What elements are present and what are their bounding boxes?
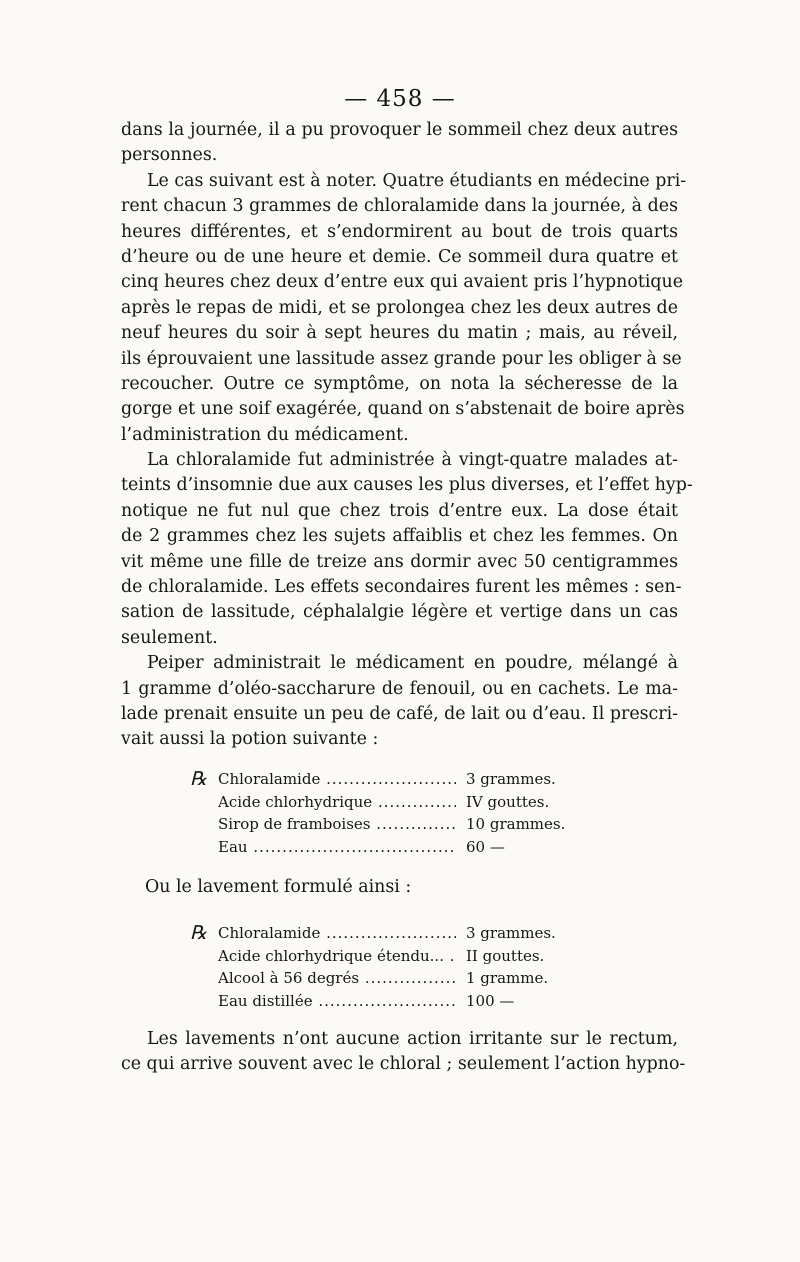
quantity: II gouttes. [466, 946, 545, 965]
prescription-row [190, 768, 590, 791]
ingredient: Acide chlorhydrique étendu... ..... [218, 945, 456, 968]
ingredient: Alcool à 56 degrés ..... [218, 967, 456, 990]
text-line: de 2 grammes chez les sujets affaiblis et chez les femmes. On [121, 526, 678, 547]
prescription-row [190, 791, 590, 814]
text-line: l’administration du médicament. [121, 424, 409, 445]
text-line: 1 gramme d’oléo-saccharure de fenouil, ou en cachets. Le ma- [121, 678, 678, 699]
quantity: 10 grammes. [466, 815, 566, 833]
quantity: IV gouttes. [466, 792, 550, 811]
prescription-row [190, 990, 590, 1013]
ingredient: Chloralamide ..... [218, 768, 456, 791]
quantity: 3 grammes. [466, 770, 556, 788]
text-line: Le cas suivant est à noter. Quatre étudiants en médecine pri- [147, 170, 687, 191]
text-line: ce qui arrive souvent avec le chloral ; seulement l’action hypno- [121, 1054, 686, 1075]
text-line: personnes. [121, 145, 218, 166]
quantity: 3 grammes. [466, 924, 556, 942]
ingredient: Acide chlorhydrique ..... [218, 791, 456, 814]
quantity: 100 — [466, 991, 515, 1010]
prescription-row [190, 813, 590, 836]
text-line: recoucher. Outre ce symptôme, on nota la sécheresse de la [121, 373, 678, 394]
text-line: notique ne fut nul que chez trois d’entre eux. La dose était [121, 500, 678, 521]
main-text [121, 118, 693, 753]
prescription-row [190, 836, 590, 859]
prescription-potion [190, 768, 590, 858]
ingredient: Eau distillée ..... [218, 990, 456, 1013]
ingredient: Eau ..... [218, 836, 456, 859]
prescription-enema [190, 922, 590, 1012]
text-line: d’heure ou de une heure et demie. Ce sommeil dura quatre et [121, 246, 678, 267]
text-line: dans la journée, il a pu provoquer le sommeil chez deux autres [121, 120, 678, 140]
text-line: ils éprouvaient une lassitude assez grande pour les obliger à se [121, 348, 682, 369]
text-line: gorge et une soif exagérée, quand on s’abstenait de boire après [121, 399, 685, 420]
text-line: vit même une fille de treize ans dormir avec 50 centigrammes [121, 551, 678, 572]
recipe-symbol: ℞ [190, 922, 208, 944]
prescription-row [190, 967, 590, 990]
text-line: sation de lassitude, céphalalgie légère et vertige dans un cas [121, 602, 678, 623]
prescription-row [190, 922, 590, 945]
recipe-symbol: ℞ [190, 768, 208, 790]
closing-text [121, 1027, 686, 1078]
text-line: neuf heures du soir à sept heures du matin ; mais, au réveil, [121, 323, 678, 344]
ingredient: Sirop de framboises ..... [218, 813, 456, 836]
text-line: rent chacun 3 grammes de chloralamide dans la journée, à des [121, 196, 678, 217]
text-line: après le repas de midi, et se prolongea chez les deux autres de [121, 297, 678, 318]
text-line: de chloralamide. Les effets secondaires furent les mêmes : sen- [121, 577, 682, 598]
text-line: vait aussi la potion suivante : [121, 729, 379, 750]
text-line: lade prenait ensuite un peu de café, de lait ou d’eau. Il prescri- [121, 703, 679, 724]
text-line: Peiper administrait le médicament en poudre, mélangé à [147, 653, 678, 674]
text-line: Les lavements n’ont aucune action irritante sur le rectum, [147, 1029, 678, 1049]
enema-intro: Ou le lavement formulé ainsi : [145, 877, 412, 897]
ingredient: Chloralamide ..... [218, 922, 456, 945]
text-line: teints d’insomnie due aux causes les plus diverses, et l’effet hyp- [121, 475, 693, 496]
text-line: seulement. [121, 627, 218, 648]
quantity: 1 gramme. [466, 969, 549, 987]
page-number: — 458 — [344, 86, 456, 112]
text-line: heures différentes, et s’endormirent au bout de trois quarts [121, 221, 678, 242]
prescription-row [190, 945, 590, 968]
text-line: cinq heures chez deux d’entre eux qui avaient pris l’hypnotique [121, 272, 684, 293]
text-line: La chloralamide fut administrée à vingt-quatre malades at- [147, 450, 678, 471]
quantity: 60 — [466, 837, 505, 856]
